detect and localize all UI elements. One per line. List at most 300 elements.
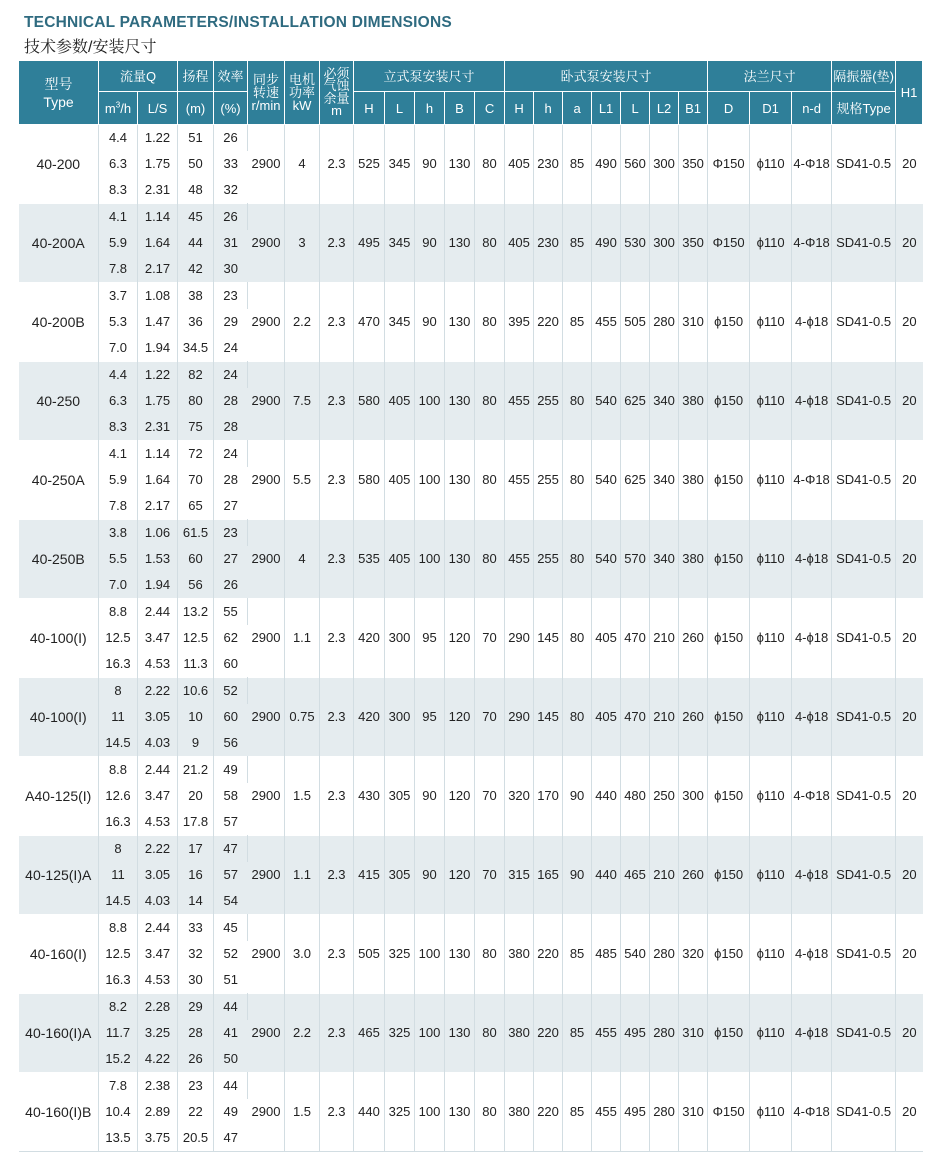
model-cell: 40-200A — [19, 204, 99, 283]
speed-cell: 2900 — [248, 1073, 285, 1152]
isolator-cell: SD41-0.5 — [832, 994, 896, 1073]
flow-m3h-cell: 15.2 — [99, 1046, 138, 1073]
horizontal-dim-cell: 380 — [679, 362, 708, 441]
efficiency-cell: 29 — [223, 314, 238, 329]
flow-m3h-cell: 5.9 — [99, 230, 138, 256]
model-cell: 40-100(I) — [19, 599, 99, 678]
efficiency-cell: 56 — [214, 730, 248, 757]
horizontal-dim-cell: 145 — [534, 599, 563, 678]
horizontal-dim-cell: 85 — [563, 204, 592, 283]
flow-ls-cell: 3.47 — [138, 625, 178, 651]
table-row — [19, 283, 923, 310]
power-cell: 2.2 — [285, 283, 320, 362]
flange-dim-cell: ϕ150 — [708, 836, 750, 915]
horizontal-dim-cell: 255 — [534, 362, 563, 441]
horizontal-dim-cell: 280 — [650, 915, 679, 994]
head-cell: 9 — [178, 730, 214, 757]
flow-ls-cell: 1.75 — [138, 151, 178, 177]
flow-m3h-cell: 4.1 — [99, 441, 138, 468]
horizontal-dim-cell: 405 — [592, 678, 621, 757]
vertical-dim-cell: 130 — [445, 362, 475, 441]
head-cell: 17 — [178, 836, 214, 863]
flange-dim-cell: ϕ150 — [708, 520, 750, 599]
npsh-cell: 2.3 — [320, 204, 354, 283]
vertical-dim-cell: 580 — [354, 362, 385, 441]
model-cell: 40-250A — [19, 441, 99, 520]
horizontal-dim-cell: 440 — [592, 836, 621, 915]
flow-ls-cell: 1.14 — [138, 441, 178, 468]
efficiency-cell: 23 — [214, 283, 248, 310]
page-title-cn: 技术参数/安装尺寸 — [24, 39, 157, 56]
table-row — [19, 1073, 923, 1100]
header-isolator: 隔振器(垫) — [832, 61, 896, 92]
horizontal-dim-cell: 405 — [592, 599, 621, 678]
flange-dim-cell: ϕ110 — [750, 915, 792, 994]
horizontal-dim-cell: 320 — [679, 915, 708, 994]
flow-m3h-cell: 14.5 — [99, 888, 138, 915]
header-horizontal-install: 卧式泵安装尺寸 — [505, 61, 708, 92]
vertical-dim-cell: 300 — [385, 678, 415, 757]
flange-dim-cell: 4-ϕ18 — [792, 836, 832, 915]
flow-m3h-cell: 5.3 — [99, 309, 138, 335]
horizontal-dim-cell: 80 — [563, 362, 592, 441]
flange-dim-cell: 4-ϕ18 — [792, 362, 832, 441]
horizontal-dim-cell: 220 — [534, 283, 563, 362]
power-cell: 4 — [285, 520, 320, 599]
flow-m3h-cell: 7.0 — [99, 335, 138, 362]
flow-ls-cell: 1.14 — [138, 204, 178, 231]
vertical-dim-cell: 130 — [445, 204, 475, 283]
vertical-dim-cell: 415 — [354, 836, 385, 915]
header-f-col: D — [708, 92, 750, 125]
vertical-dim-cell: 130 — [445, 520, 475, 599]
vertical-dim-cell: 405 — [385, 520, 415, 599]
h1-cell: 20 — [896, 678, 923, 757]
flow-m3h-cell: 5.9 — [99, 467, 138, 493]
flow-ls-cell: 2.89 — [138, 1099, 178, 1125]
head-cell: 51 — [178, 125, 214, 152]
horizontal-dim-cell: 540 — [592, 362, 621, 441]
npsh-cell: 2.3 — [320, 757, 354, 836]
horizontal-dim-cell: 85 — [563, 994, 592, 1073]
head-cell: 38 — [178, 283, 214, 310]
flange-dim-cell: ϕ110 — [750, 1073, 792, 1152]
flange-dim-cell: ϕ110 — [750, 994, 792, 1073]
head-cell: 16 — [178, 862, 214, 888]
horizontal-dim-cell: 470 — [621, 678, 650, 757]
vertical-dim-cell: 120 — [445, 836, 475, 915]
vertical-dim-cell: 70 — [475, 836, 505, 915]
horizontal-dim-cell: 490 — [592, 125, 621, 204]
head-cell: 28 — [178, 1020, 214, 1046]
model-cell: 40-200 — [19, 125, 99, 204]
vertical-dim-cell: 470 — [354, 283, 385, 362]
flow-ls-cell: 1.94 — [138, 572, 178, 599]
horizontal-dim-cell: 80 — [563, 520, 592, 599]
flange-dim-cell: ϕ110 — [750, 441, 792, 520]
flow-m3h-cell: 10.4 — [99, 1099, 138, 1125]
flow-ls-cell: 1.64 — [138, 467, 178, 493]
speed-cell: 2900 — [248, 757, 285, 836]
flange-dim-cell: 4-Φ18 — [792, 204, 832, 283]
head-cell: 48 — [178, 177, 214, 204]
vertical-dim-cell: 305 — [385, 836, 415, 915]
header-eff-unit: (%) — [214, 92, 248, 125]
flow-m3h-cell: 8 — [99, 678, 138, 705]
power-cell: 1.5 — [285, 1073, 320, 1152]
vertical-dim-cell: 420 — [354, 678, 385, 757]
flow-ls-cell: 1.22 — [138, 125, 178, 152]
horizontal-dim-cell: 540 — [592, 520, 621, 599]
flow-m3h-cell: 7.0 — [99, 572, 138, 599]
table-row — [19, 836, 923, 863]
flow-ls-cell: 2.44 — [138, 915, 178, 942]
horizontal-dim-cell: 470 — [621, 599, 650, 678]
flow-ls-cell: 1.64 — [138, 230, 178, 256]
horizontal-dim-cell: 625 — [621, 362, 650, 441]
h1-cell: 20 — [902, 156, 917, 171]
head-cell: 34.5 — [178, 335, 214, 362]
horizontal-dim-cell: 570 — [621, 520, 650, 599]
vertical-dim-cell: 80 — [475, 1073, 505, 1152]
power-cell: 3.0 — [285, 915, 320, 994]
vertical-dim-cell: 70 — [475, 757, 505, 836]
isolator-cell: SD41-0.5 — [832, 125, 896, 204]
h1-cell: 20 — [896, 599, 923, 678]
head-cell: 21.2 — [178, 757, 214, 784]
horizontal-dim-cell: 220 — [534, 994, 563, 1073]
flange-dim-cell: 4-Φ18 — [792, 757, 832, 836]
flange-dim-cell: ϕ150 — [708, 678, 750, 757]
head-cell: 60 — [178, 546, 214, 572]
horizontal-dim-cell: 380 — [505, 1073, 534, 1152]
speed-cell: 2900 — [248, 362, 285, 441]
head-cell: 82 — [178, 362, 214, 389]
power-cell: 7.5 — [285, 362, 320, 441]
horizontal-dim-cell: 250 — [650, 757, 679, 836]
npsh-cell: 2.3 — [320, 599, 354, 678]
horizontal-dim-cell: 260 — [679, 678, 708, 757]
vertical-dim-cell: 90 — [415, 283, 445, 362]
horizontal-dim-cell: 380 — [679, 520, 708, 599]
efficiency-cell: 32 — [223, 182, 238, 197]
horizontal-dim-cell: 80 — [563, 678, 592, 757]
isolator-cell: SD41-0.5 — [832, 757, 896, 836]
flow-m3h-cell: 11.7 — [99, 1020, 138, 1046]
flange-dim-cell: Φ150 — [708, 204, 750, 283]
horizontal-dim-cell: 260 — [679, 599, 708, 678]
head-cell: 32 — [178, 941, 214, 967]
header-efficiency: 效率 — [214, 61, 248, 92]
flange-dim-cell: 4-ϕ18 — [792, 520, 832, 599]
head-cell: 22 — [178, 1099, 214, 1125]
header-h1: H1 — [896, 61, 923, 125]
flow-ls-cell: 2.44 — [138, 757, 178, 784]
speed-cell: 2900 — [248, 441, 285, 520]
horizontal-dim-cell: 230 — [534, 125, 563, 204]
flow-m3h-cell: 4.4 — [99, 125, 138, 152]
header-h-col: L1 — [592, 92, 621, 125]
model-cell: 40-160(I)B — [19, 1073, 99, 1152]
header-speed: 同步 转速 r/min — [248, 61, 285, 125]
flange-dim-cell: ϕ110 — [750, 204, 792, 283]
vertical-dim-cell: 305 — [385, 757, 415, 836]
table-row — [19, 678, 923, 705]
horizontal-dim-cell: 340 — [650, 520, 679, 599]
efficiency-cell: 24 — [223, 340, 238, 355]
vertical-dim-cell: 80 — [475, 283, 505, 362]
efficiency-cell: 57 — [223, 814, 238, 829]
horizontal-dim-cell: 455 — [592, 994, 621, 1073]
head-cell: 50 — [178, 151, 214, 177]
header-v-col: h — [415, 92, 445, 125]
flow-m3h-cell: 14.5 — [99, 730, 138, 757]
horizontal-dim-cell: 340 — [650, 362, 679, 441]
vertical-dim-cell: 130 — [445, 441, 475, 520]
flow-m3h-cell: 7.8 — [99, 256, 138, 283]
flange-dim-cell: ϕ110 — [750, 362, 792, 441]
npsh-cell: 2.3 — [320, 678, 354, 757]
efficiency-cell: 50 — [214, 1046, 248, 1073]
horizontal-dim-cell: 85 — [563, 125, 592, 204]
flange-dim-cell: ϕ150 — [708, 441, 750, 520]
vertical-dim-cell: 70 — [475, 599, 505, 678]
power-cell: 1.5 — [285, 757, 320, 836]
horizontal-dim-cell: 505 — [621, 283, 650, 362]
head-cell: 61.5 — [178, 520, 214, 547]
horizontal-dim-cell: 220 — [534, 915, 563, 994]
vertical-dim-cell: 95 — [415, 678, 445, 757]
table-row — [19, 994, 923, 1021]
efficiency-cell: 62 — [223, 630, 238, 645]
horizontal-dim-cell: 255 — [534, 441, 563, 520]
efficiency-cell: 24 — [214, 362, 248, 389]
head-cell: 33 — [178, 915, 214, 942]
header-h-col: h — [534, 92, 563, 125]
vertical-dim-cell: 95 — [415, 599, 445, 678]
isolator-cell: SD41-0.5 — [832, 678, 896, 757]
vertical-dim-cell: 90 — [415, 836, 445, 915]
head-cell: 23 — [178, 1073, 214, 1100]
horizontal-dim-cell: 210 — [650, 678, 679, 757]
h1-cell: 20 — [896, 204, 923, 283]
head-cell: 17.8 — [178, 809, 214, 836]
vertical-dim-cell: 495 — [354, 204, 385, 283]
horizontal-dim-cell: 440 — [592, 757, 621, 836]
horizontal-dim-cell: 145 — [534, 678, 563, 757]
flange-dim-cell: ϕ110 — [750, 125, 792, 204]
vertical-dim-cell: 325 — [385, 994, 415, 1073]
head-cell: 75 — [178, 414, 214, 441]
header-f-col: n-d — [792, 92, 832, 125]
horizontal-dim-cell: 350 — [679, 204, 708, 283]
flow-ls-cell: 4.53 — [138, 651, 178, 678]
head-cell: 65 — [178, 493, 214, 520]
vertical-dim-cell: 120 — [445, 757, 475, 836]
head-cell: 45 — [178, 204, 214, 231]
vertical-dim-cell: 325 — [385, 915, 415, 994]
horizontal-dim-cell: 260 — [679, 836, 708, 915]
model-cell: 40-100(I) — [19, 678, 99, 757]
head-cell: 20.5 — [178, 1125, 214, 1152]
flow-ls-cell: 3.05 — [138, 704, 178, 730]
header-flow: 流量Q — [99, 61, 178, 92]
flange-dim-cell: Φ150 — [708, 125, 750, 204]
vertical-dim-cell: 80 — [475, 520, 505, 599]
efficiency-cell: 33 — [223, 156, 238, 171]
horizontal-dim-cell: 455 — [592, 1073, 621, 1152]
vertical-dim-cell: 405 — [385, 441, 415, 520]
header-v-col: B — [445, 92, 475, 125]
flow-ls-cell: 2.22 — [138, 836, 178, 863]
horizontal-dim-cell: 560 — [621, 125, 650, 204]
horizontal-dim-cell: 380 — [505, 994, 534, 1073]
horizontal-dim-cell: 625 — [621, 441, 650, 520]
vertical-dim-cell: 440 — [354, 1073, 385, 1152]
horizontal-dim-cell: 465 — [621, 836, 650, 915]
efficiency-cell: 51 — [223, 972, 238, 987]
model-cell: 40-160(I)A — [19, 994, 99, 1073]
horizontal-dim-cell: 455 — [505, 441, 534, 520]
horizontal-dim-cell: 380 — [679, 441, 708, 520]
vertical-dim-cell: 80 — [475, 204, 505, 283]
efficiency-cell: 47 — [214, 836, 248, 863]
isolator-cell: SD41-0.5 — [832, 441, 896, 520]
flange-dim-cell: 4-Φ18 — [792, 1073, 832, 1152]
horizontal-dim-cell: 540 — [621, 915, 650, 994]
efficiency-cell: 44 — [214, 1073, 248, 1100]
flow-m3h-cell: 16.3 — [99, 967, 138, 994]
speed-cell: 2900 — [248, 599, 285, 678]
horizontal-dim-cell: 485 — [592, 915, 621, 994]
header-f-col: D1 — [750, 92, 792, 125]
head-cell: 11.3 — [178, 651, 214, 678]
head-cell: 72 — [178, 441, 214, 468]
vertical-dim-cell: 80 — [475, 994, 505, 1073]
efficiency-cell: 24 — [214, 441, 248, 468]
isolator-cell: SD41-0.5 — [832, 283, 896, 362]
head-cell: 56 — [178, 572, 214, 599]
model-cell: 40-125(I)A — [19, 836, 99, 915]
flow-ls-cell: 1.22 — [138, 362, 178, 389]
isolator-cell: SD41-0.5 — [832, 836, 896, 915]
isolator-cell: SD41-0.5 — [832, 1073, 896, 1152]
flow-m3h-cell: 12.5 — [99, 625, 138, 651]
horizontal-dim-cell: 310 — [679, 283, 708, 362]
flow-m3h-cell: 7.8 — [99, 493, 138, 520]
speed-cell: 2900 — [248, 125, 285, 204]
horizontal-dim-cell: 395 — [505, 283, 534, 362]
isolator-cell: SD41-0.5 — [832, 599, 896, 678]
head-cell: 10.6 — [178, 678, 214, 705]
vertical-dim-cell: 325 — [385, 1073, 415, 1152]
vertical-dim-cell: 80 — [475, 441, 505, 520]
table-row — [19, 441, 923, 468]
header-flow-m3h: $m^3/h$ — [99, 92, 138, 125]
power-cell: 5.5 — [285, 441, 320, 520]
flange-dim-cell: 4-ϕ18 — [792, 915, 832, 994]
npsh-cell: 2.3 — [320, 362, 354, 441]
vertical-dim-cell: 100 — [415, 520, 445, 599]
horizontal-dim-cell: 455 — [505, 362, 534, 441]
flange-dim-cell: 4-Φ18 — [792, 441, 832, 520]
efficiency-cell: 52 — [223, 946, 238, 961]
h1-cell: 20 — [896, 283, 923, 362]
horizontal-dim-cell: 350 — [679, 125, 708, 204]
flange-dim-cell: 4-ϕ18 — [792, 599, 832, 678]
speed-cell: 2900 — [248, 994, 285, 1073]
model-cell: 40-250 — [19, 362, 99, 441]
horizontal-dim-cell: 290 — [505, 599, 534, 678]
flange-dim-cell: ϕ150 — [708, 283, 750, 362]
table-row — [19, 599, 923, 626]
horizontal-dim-cell: 300 — [650, 204, 679, 283]
vertical-dim-cell: 80 — [475, 915, 505, 994]
horizontal-dim-cell: 290 — [505, 678, 534, 757]
header-flow-ls: L/S — [138, 92, 178, 125]
table-row — [19, 204, 923, 231]
flange-dim-cell: ϕ110 — [750, 599, 792, 678]
horizontal-dim-cell: 210 — [650, 599, 679, 678]
flow-ls-cell: 2.28 — [138, 994, 178, 1021]
vertical-dim-cell: 120 — [445, 678, 475, 757]
flange-dim-cell: 4-ϕ18 — [792, 283, 832, 362]
npsh-cell: 2.3 — [320, 1073, 354, 1152]
flow-ls-cell: 1.53 — [138, 546, 178, 572]
efficiency-cell: 45 — [214, 915, 248, 942]
vertical-dim-cell: 100 — [415, 1073, 445, 1152]
flow-m3h-cell: 3.8 — [99, 520, 138, 547]
speed-cell: 2900 — [248, 678, 285, 757]
vertical-dim-cell: 100 — [415, 915, 445, 994]
flange-dim-cell: ϕ110 — [750, 757, 792, 836]
flow-m3h-cell: 8.2 — [99, 994, 138, 1021]
efficiency-cell: 26 — [214, 125, 248, 152]
horizontal-dim-cell: 380 — [505, 915, 534, 994]
flow-m3h-cell: 16.3 — [99, 809, 138, 836]
flow-m3h-cell: 4.1 — [99, 204, 138, 231]
horizontal-dim-cell: 90 — [563, 757, 592, 836]
speed-cell: 2900 — [248, 520, 285, 599]
vertical-dim-cell: 420 — [354, 599, 385, 678]
h1-cell: 20 — [896, 520, 923, 599]
efficiency-cell: 47 — [223, 1130, 238, 1145]
flow-ls-cell: 2.31 — [138, 177, 178, 204]
npsh-cell: 2.3 — [320, 283, 354, 362]
flow-ls-cell: 4.53 — [138, 809, 178, 836]
flow-m3h-cell: 8.8 — [99, 915, 138, 942]
head-cell: 13.2 — [178, 599, 214, 626]
efficiency-cell: 28 — [214, 414, 248, 441]
flow-m3h-cell: 16.3 — [99, 651, 138, 678]
vertical-dim-cell: 535 — [354, 520, 385, 599]
table-row — [19, 757, 923, 784]
horizontal-dim-cell: 220 — [534, 1073, 563, 1152]
head-cell: 10 — [178, 704, 214, 730]
flow-ls-cell: 1.75 — [138, 388, 178, 414]
npsh-cell: 2.3 — [320, 441, 354, 520]
vertical-dim-cell: 405 — [385, 362, 415, 441]
horizontal-dim-cell: 280 — [650, 283, 679, 362]
horizontal-dim-cell: 85 — [563, 283, 592, 362]
vertical-dim-cell: 345 — [385, 125, 415, 204]
horizontal-dim-cell: 340 — [650, 441, 679, 520]
vertical-dim-cell: 130 — [445, 125, 475, 204]
header-v-col: C — [475, 92, 505, 125]
efficiency-cell: 41 — [214, 1020, 248, 1046]
flange-dim-cell: Φ150 — [708, 1073, 750, 1152]
page-title-en: TECHNICAL PARAMETERS/INSTALLATION DIMENSIONS — [24, 14, 452, 31]
